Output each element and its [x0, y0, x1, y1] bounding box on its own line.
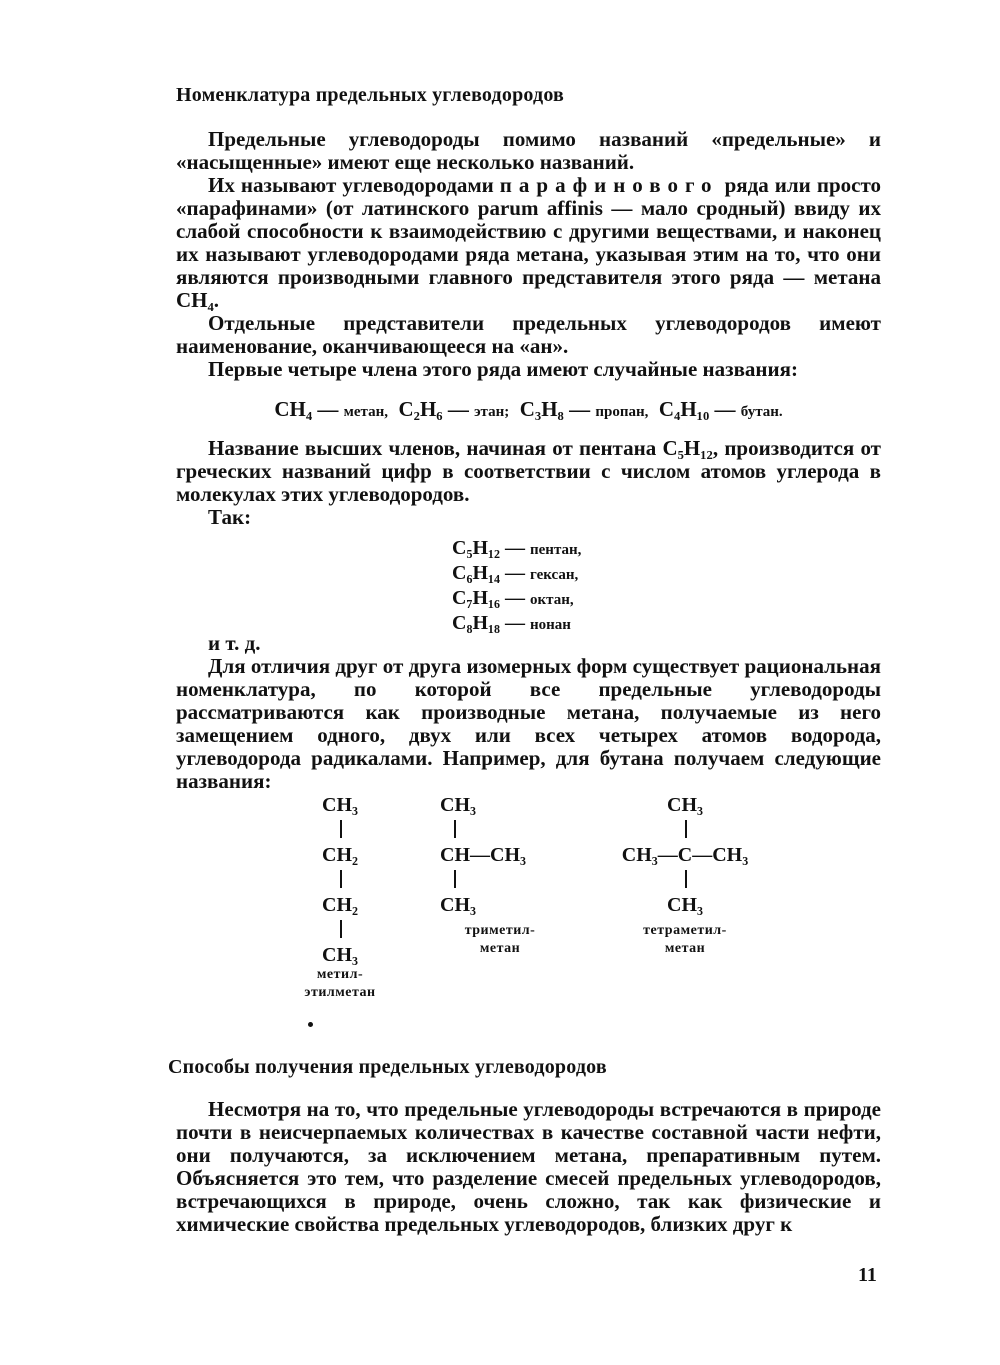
- group: CH₂: [322, 844, 358, 866]
- nomenclature-text-block: [176, 128, 881, 381]
- formula: C₃H₈: [519, 397, 564, 421]
- ink-dot: [308, 1022, 313, 1027]
- structure-caption: [615, 922, 755, 958]
- formula-name: этан;: [474, 404, 510, 420]
- preparation-text-block: [176, 1098, 881, 1236]
- first-four-members-formulas: CH₄ — метан, C₂H₆ — этан; C₃H₈ — пропан, C₄H₁₀ — бутан.: [274, 397, 783, 421]
- caption-line: метил-: [316, 967, 364, 982]
- formula: C₂H₆: [398, 397, 443, 421]
- group: CH₃—C—CH₃: [621, 844, 749, 866]
- structure-tetramethylmethane: [600, 792, 770, 918]
- higher-members-text: [176, 437, 881, 529]
- paragraph: Для отличия друг от друга изомерных форм существует рациональная номенклатура, по которой все предельные углеводороды рассматриваются как производные метана, получаемые из него замещением одного, двух или всех четырех атомов водорода, углеводорода радикалами. Например, для бутана получаем следующие названия:: [176, 654, 881, 793]
- list-item: C₆H₁₄ — гексан,: [452, 562, 579, 584]
- caption-line: метан: [479, 941, 521, 956]
- formula: C₈H₁₈: [452, 612, 500, 634]
- formula: C₅H₁₂: [452, 537, 500, 559]
- paragraph: [176, 174, 881, 312]
- paragraph: Так:: [208, 505, 252, 529]
- paragraph: и т. д.: [208, 631, 261, 655]
- formula: C₇H₁₆: [452, 587, 500, 609]
- section-title-preparation: Способы получения предельных углеводородов: [168, 1056, 607, 1078]
- formula-name: нонан: [530, 617, 571, 633]
- page-number: 11: [858, 1264, 877, 1286]
- group: CH₃: [667, 794, 703, 816]
- bond-line: [440, 868, 468, 892]
- list-item: C₈H₁₈ — нонан: [452, 612, 571, 634]
- group: CH₂: [322, 894, 358, 916]
- caption-line: тетраметил-: [643, 923, 727, 938]
- paragraph: Название высших членов, начиная от пентана C₅H₁₂, производится от греческих названий цифр в соответствии с числом атомов углерода в молекулах этих углеводородов.: [176, 436, 881, 506]
- group: CH—CH₃: [440, 844, 526, 866]
- section-title-nomenclature: Номенклатура предельных углеводородов: [176, 84, 565, 106]
- bond-line: [600, 868, 770, 892]
- text-fragment: Их называют углеводородами: [208, 173, 500, 197]
- rational-nomenclature-text: [176, 632, 881, 793]
- formula: CH₄: [274, 397, 313, 421]
- alkane-list: [452, 537, 581, 637]
- structure-methylethylmethane: [310, 792, 370, 968]
- formula-name: метан,: [343, 404, 388, 420]
- paragraph: Несмотря на то, что предельные углеводороды встречаются в природе почти в неисчерпаемых количествах в качестве составной части нефти, они получаются, за исключением метана, препаративным путем. Объясняется это тем, что разделение смесей предельных углеводородов, встречающихся в природе, очень сложно, так как физические и химические свойства предельных углеводородов, близких друг к: [176, 1097, 881, 1236]
- bond-line: [310, 868, 370, 892]
- list-item: C₅H₁₂ — пентан,: [452, 537, 582, 559]
- formula-name: октан,: [530, 592, 574, 608]
- caption-line: триметил-: [464, 923, 536, 938]
- group: CH₃: [322, 944, 358, 966]
- structure-caption: [270, 966, 410, 1002]
- list-item: C₇H₁₆ — октан,: [452, 587, 574, 609]
- caption-line: этилметан: [304, 985, 376, 1000]
- formula-name: бутан.: [740, 404, 783, 420]
- group: CH₃: [440, 894, 476, 916]
- formula: C₄H₁₀: [658, 397, 710, 421]
- caption-line: метан: [664, 941, 706, 956]
- bond-line: [310, 918, 370, 942]
- group: CH₃: [667, 894, 703, 916]
- spaced-term: парафинового: [499, 173, 719, 197]
- paragraph: Отдельные представители предельных углеводородов имеют наименование, оканчивающееся на «ан».: [176, 311, 881, 358]
- paragraph: Предельные углеводороды помимо названий «предельные» и «насыщенные» имеют еще несколько названий.: [176, 127, 881, 174]
- structure-caption: [430, 922, 570, 958]
- group: CH₃: [440, 794, 476, 816]
- formula: C₆H₁₄: [452, 562, 500, 584]
- formula-name: пентан,: [530, 542, 582, 558]
- paragraph: Первые четыре члена этого ряда имеют случайные названия:: [208, 357, 798, 381]
- formula-name: пропан,: [595, 404, 649, 420]
- structure-trimethylmethane: [440, 792, 560, 918]
- bond-line: [310, 818, 370, 842]
- formula-name: гексан,: [530, 567, 579, 583]
- bond-line: [600, 818, 770, 842]
- text-fragment: ряда или просто «парафинами» (от латинского parum affinis — мало сродный) ввиду их слабой способности к взаимодействию с другими веществами, и наконец их называют углеводородами ряда метана, указывая этим на то, что они являются производными главного представителя этого ряда — метана CH₄.: [176, 173, 881, 312]
- group: CH₃: [322, 794, 358, 816]
- bond-line: [440, 818, 468, 842]
